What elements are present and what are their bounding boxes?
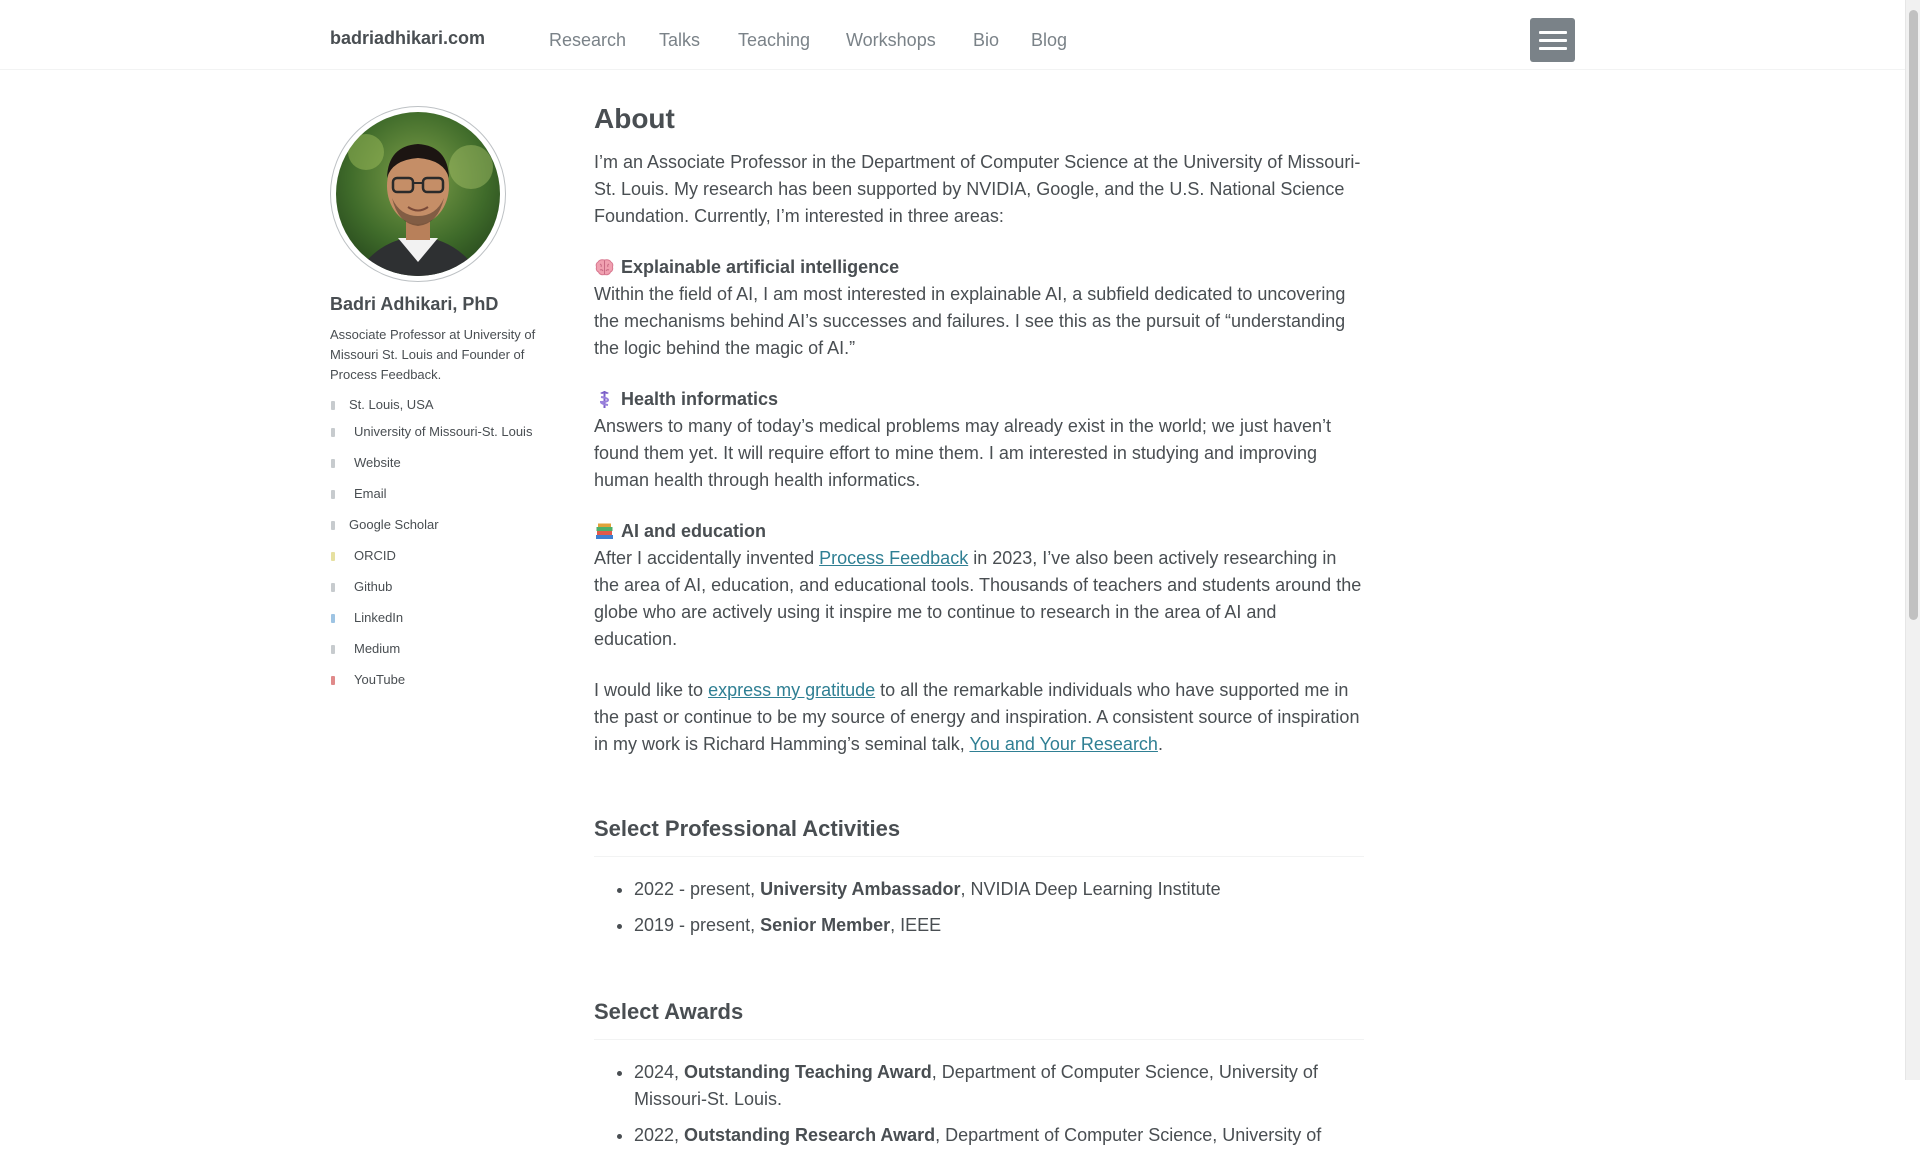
page-title: About bbox=[594, 103, 675, 134]
nav-workshops[interactable]: Workshops bbox=[846, 30, 936, 50]
author-link-university[interactable]: University of Missouri-St. Louis bbox=[330, 424, 555, 455]
list-item: • 2022, Outstanding Research Award, Department of Computer Science, University of bbox=[634, 1122, 1364, 1149]
area-text-xai: Within the field of AI, I am most interested in explainable AI, a subfield dedicated to uncovering the mechanisms behind AI’s successes and failures. I see this as the pursuit of “understanding the logic behind the magic of AI.” bbox=[594, 284, 1346, 358]
gratitude-paragraph: I would like to express my gratitude to all the remarkable individuals who have supported me in the past or continue to be my source of energy and inspiration. A consistent source of inspiration in my work is Richard Hamming’s seminal talk, You and Your Research. bbox=[594, 680, 1360, 754]
linkedin-icon bbox=[331, 614, 335, 623]
area-text-health: Answers to many of today’s medical problems may already exist in the world; we just haven’t found them yet. It will require effort to mine them. I am interested in studying and improving human health through health informatics. bbox=[594, 416, 1331, 490]
author-name: Badri Adhikari, PhD bbox=[330, 294, 499, 314]
author-link-google-scholar[interactable]: Google Scholar bbox=[330, 517, 555, 548]
author-link-orcid[interactable]: ORCID bbox=[330, 548, 555, 579]
awards-list bbox=[594, 1059, 1364, 1149]
list-item: • 2019 - present, Senior Member, IEEE bbox=[634, 912, 1364, 939]
section-title-awards: Select Awards bbox=[594, 997, 1364, 1040]
scrollbar-thumb[interactable] bbox=[1909, 10, 1918, 620]
author-link-github[interactable]: Github bbox=[330, 579, 555, 610]
area-text-education: After I accidentally invented Process Feedback in 2023, I’ve also been actively researching in the area of AI, education, and educational tools. Thousands of teachers and students around the globe who are actively using it inspire me to continue to research in the area of AI and education. bbox=[594, 548, 1362, 649]
list-item: • 2024, Outstanding Teaching Award, Department of Computer Science, University of Missouri-St. Louis. bbox=[634, 1059, 1364, 1113]
link-icon bbox=[331, 459, 335, 468]
author-link-medium[interactable]: Medium bbox=[330, 641, 555, 672]
author-links bbox=[330, 397, 555, 703]
books-icon bbox=[594, 521, 615, 542]
masthead bbox=[0, 0, 1905, 70]
author-location: St. Louis, USA bbox=[330, 397, 555, 424]
author-photo bbox=[336, 112, 500, 276]
site-title-link[interactable]: badriadhikari.com bbox=[330, 28, 486, 48]
area-heading-education: AI and education bbox=[594, 518, 1364, 545]
nav-teaching[interactable]: Teaching bbox=[738, 30, 811, 50]
area-heading-health: Health informatics bbox=[594, 386, 1364, 413]
main-content bbox=[594, 100, 1364, 1158]
list-item: • 2022 - present, University Ambassador, NVIDIA Deep Learning Institute bbox=[634, 876, 1364, 903]
avatar bbox=[330, 106, 506, 282]
envelope-icon bbox=[331, 490, 335, 499]
process-feedback-link[interactable]: Process Feedback bbox=[819, 548, 969, 568]
author-sidebar bbox=[330, 106, 555, 703]
nav-blog[interactable]: Blog bbox=[1031, 30, 1068, 50]
building-icon bbox=[331, 428, 335, 437]
medium-icon bbox=[331, 645, 335, 654]
orcid-icon bbox=[331, 552, 335, 561]
express-gratitude-link[interactable]: express my gratitude bbox=[708, 680, 876, 700]
area-heading-xai: Explainable artificial intelligence bbox=[594, 254, 1364, 281]
author-bio: Associate Professor at University of Missouri St. Louis and Founder of Process Feedback. bbox=[330, 327, 536, 382]
youtube-icon bbox=[331, 676, 335, 685]
intro-paragraph: I’m an Associate Professor in the Department of Computer Science at the University of Missouri-St. Louis. My research has been supported by NVIDIA, Google, and the U.S. National Science Foundation. Currently, I’m interested in three areas: bbox=[594, 152, 1361, 226]
author-link-linkedin[interactable]: LinkedIn bbox=[330, 610, 555, 641]
medical-symbol-icon bbox=[594, 389, 615, 410]
graduation-cap-icon bbox=[331, 521, 335, 530]
nav-research[interactable]: Research bbox=[549, 30, 627, 50]
you-and-your-research-link[interactable]: You and Your Research bbox=[969, 734, 1158, 754]
nav-bio[interactable]: Bio bbox=[973, 30, 1000, 50]
section-title-activities: Select Professional Activities bbox=[594, 814, 1364, 857]
nav-talks[interactable]: Talks bbox=[659, 30, 701, 50]
author-link-youtube[interactable]: YouTube bbox=[330, 672, 555, 703]
activities-list bbox=[594, 876, 1364, 939]
github-icon bbox=[331, 583, 335, 592]
brain-icon bbox=[594, 257, 615, 278]
author-link-website[interactable]: Website bbox=[330, 455, 555, 486]
author-link-email[interactable]: Email bbox=[330, 486, 555, 517]
hamburger-icon[interactable] bbox=[1530, 18, 1575, 62]
location-icon bbox=[331, 401, 335, 410]
page-scrollbar[interactable] bbox=[1905, 0, 1920, 1080]
